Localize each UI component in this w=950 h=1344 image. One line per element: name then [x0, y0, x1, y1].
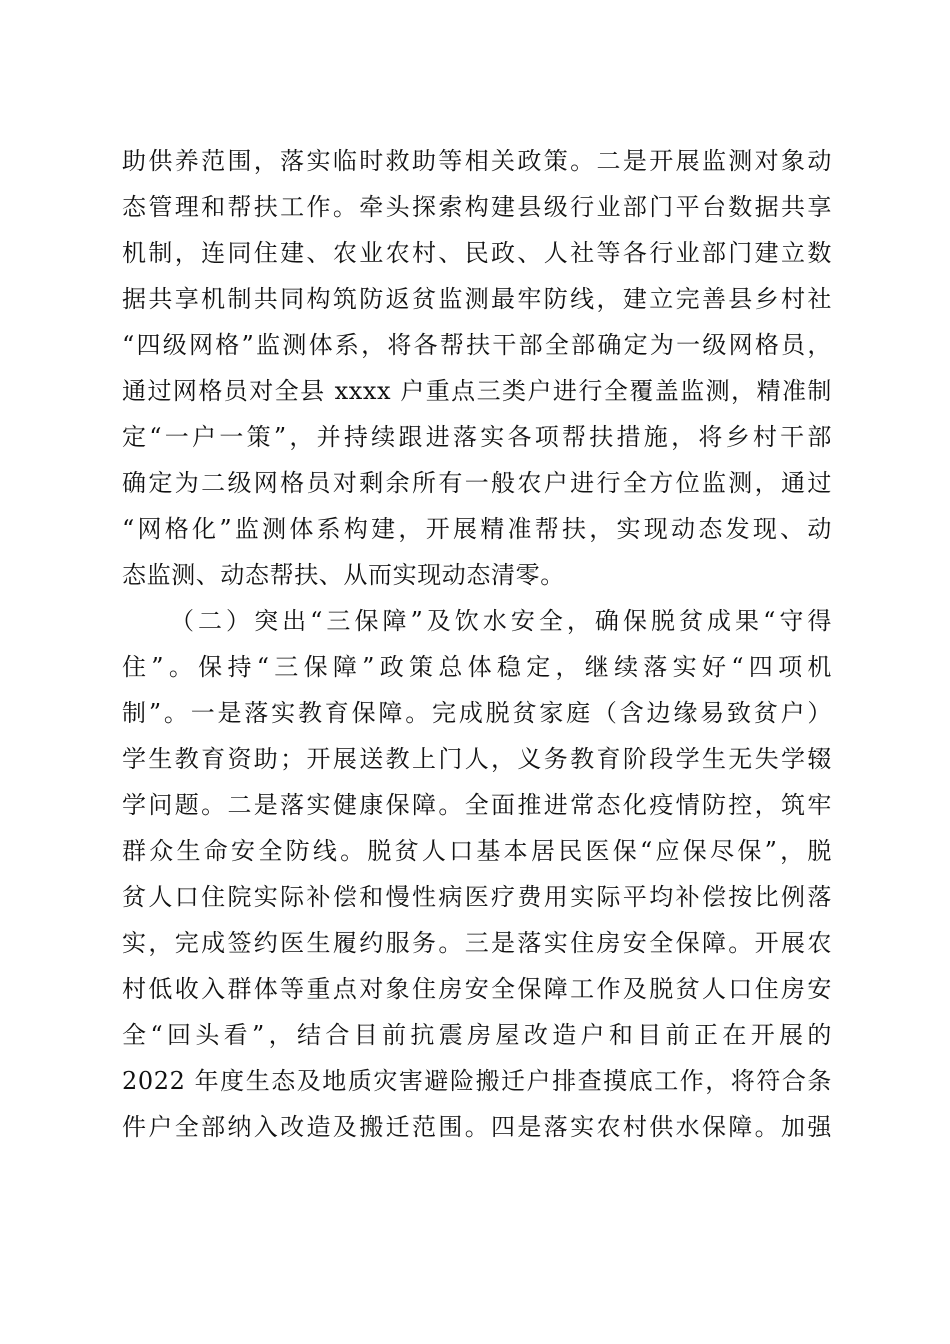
text-line: 据共享机制共同构筑防返贫监测最牢防线，建立完善县乡村社: [122, 285, 832, 313]
text-line: 实，完成签约医生履约服务。三是落实住房安全保障。开展农: [122, 929, 832, 957]
text-line: 件户全部纳入改造及搬迁范围。四是落实农村供水保障。加强: [122, 1113, 832, 1141]
text-line: “网格化”监测体系构建，开展精准帮扶，实现动态发现、动: [122, 515, 832, 543]
text-line: 住”。保持“三保障”政策总体稳定，继续落实好“四项机: [122, 653, 832, 681]
text-line: 学问题。二是落实健康保障。全面推进常态化疫情防控，筑牢: [122, 791, 832, 819]
text-line: 态管理和帮扶工作。牵头探索构建县级行业部门平台数据共享: [122, 193, 832, 221]
text-line: 学生教育资助；开展送教上门人，义务教育阶段学生无失学辍: [122, 745, 832, 773]
section-heading-line: （二）突出“三保障”及饮水安全，确保脱贫成果“守得: [170, 607, 832, 635]
text-line: 2022 年度生态及地质灾害避险搬迁户排查摸底工作，将符合条: [122, 1067, 832, 1095]
text-line: 制”。一是落实教育保障。完成脱贫家庭（含边缘易致贫户）: [122, 699, 832, 727]
text-line: 村低收入群体等重点对象住房安全保障工作及脱贫人口住房安: [122, 975, 832, 1003]
text-line: 群众生命安全防线。脱贫人口基本居民医保“应保尽保”，脱: [122, 837, 832, 865]
text-line: 确定为二级网格员对剩余所有一般农户进行全方位监测，通过: [122, 469, 832, 497]
text-line: “四级网格”监测体系，将各帮扶干部全部确定为一级网格员，: [122, 331, 832, 359]
text-line: 全“回头看”，结合目前抗震房屋改造户和目前正在开展的: [122, 1021, 832, 1049]
document-body: [122, 138, 832, 1150]
text-line: 机制，连同住建、农业农村、民政、人社等各行业部门建立数: [122, 239, 832, 267]
text-line: 贫人口住院实际补偿和慢性病医疗费用实际平均补偿按比例落: [122, 883, 832, 911]
text-line: 通过网格员对全县 xxxx 户重点三类户进行全覆盖监测，精准制: [122, 377, 832, 405]
text-line: 态监测、动态帮扶、从而实现动态清零。: [122, 561, 565, 589]
text-line: 定“一户一策”，并持续跟进落实各项帮扶措施，将乡村干部: [122, 423, 832, 451]
text-line: 助供养范围，落实临时救助等相关政策。二是开展监测对象动: [122, 147, 832, 175]
